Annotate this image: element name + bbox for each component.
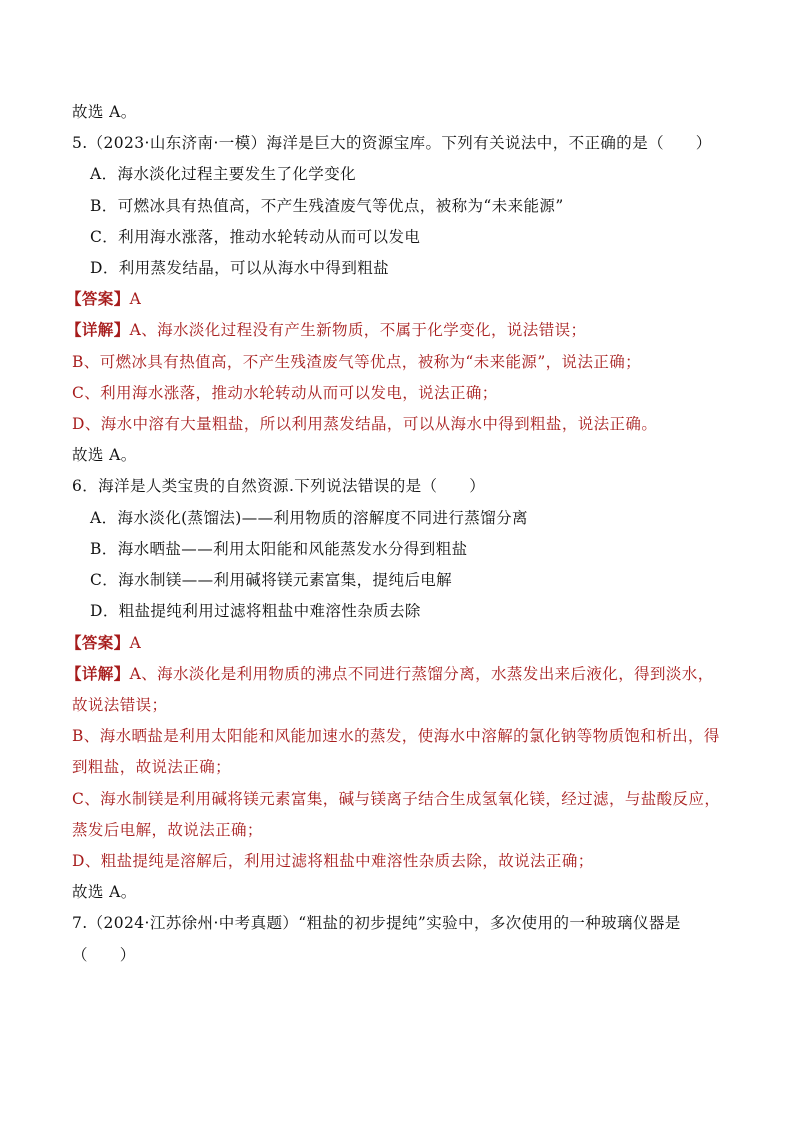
q6-detail-line: B、海水晒盐是利用太阳能和风能加速水的蒸发，使海水中溶解的氯化钠等物质饱和析出，得: [72, 727, 720, 745]
q5-detail-line: C、利用海水涨落，推动水轮转动从而可以发电，说法正确；: [72, 384, 498, 402]
q6-detail-first: [66, 663, 714, 685]
question-6-stem: 6．海洋是人类宝贵的自然资源.下列说法错误的是（ ）: [72, 477, 486, 495]
question-7-stem: 7.（2024·江苏徐州·中考真题）“粗盐的初步提纯”实验中，多次使用的一种玻璃仪器是: [72, 914, 681, 932]
q6-detail-line: 到粗盐，故说法正确；: [72, 758, 232, 776]
detail-text: A、海水淡化是利用物质的沸点不同进行蒸馏分离，水蒸发出来后液化，得到淡水，: [129, 665, 714, 683]
detail-text: A、海水淡化过程没有产生新物质，不属于化学变化，说法错误；: [129, 321, 587, 339]
answer-value: A: [129, 290, 142, 308]
q5-option-b: B．可燃冰具有热值高，不产生残渣废气等优点，被称为“未来能源”: [90, 197, 564, 215]
q6-detail-line: 蒸发后电解，故说法正确；: [72, 821, 263, 839]
q6-option-b: B．海水晒盐——利用太阳能和风能蒸发水分得到粗盐: [90, 540, 468, 558]
q6-answer: [66, 632, 142, 654]
q5-answer: [66, 288, 142, 310]
q6-detail-line: C、海水制镁是利用碱将镁元素富集，碱与镁离子结合生成氢氧化镁，经过滤，与盐酸反应，: [72, 790, 721, 808]
q5-option-d: D．利用蒸发结晶，可以从海水中得到粗盐: [90, 259, 390, 277]
q5-option-c: C．利用海水涨落，推动水轮转动从而可以发电: [90, 228, 421, 246]
question-5-stem: 5.（2023·山东济南·一模）海洋是巨大的资源宝库。下列有关说法中，不正确的是（ ）: [72, 134, 712, 152]
answer-value: A: [129, 634, 142, 652]
detail-tag: 【详解】: [66, 664, 130, 683]
q6-detail-line: 故说法错误；: [72, 696, 168, 714]
q6-option-d: D．粗盐提纯利用过滤将粗盐中难溶性杂质去除: [90, 602, 421, 620]
q5-option-a: A．海水淡化过程主要发生了化学变化: [90, 165, 356, 183]
q5-detail-line: D、海水中溶有大量粗盐，所以利用蒸发结晶，可以从海水中得到粗盐，说法正确。: [72, 415, 658, 433]
q6-detail-line: D、粗盐提纯是溶解后，利用过滤将粗盐中难溶性杂质去除，故说法正确；: [72, 852, 594, 870]
previous-conclusion: 故选 A。: [72, 103, 137, 121]
answer-tag: 【答案】: [66, 289, 130, 308]
answer-tag: 【答案】: [66, 633, 130, 652]
question-7-stem-continuation: （ ）: [72, 946, 136, 964]
q6-option-a: A．海水淡化(蒸馏法)——利用物质的溶解度不同进行蒸馏分离: [90, 509, 528, 527]
q5-conclusion: 故选 A。: [72, 446, 137, 464]
q6-option-c: C．海水制镁——利用碱将镁元素富集，提纯后电解: [90, 571, 453, 589]
detail-tag: 【详解】: [66, 320, 130, 339]
q5-detail-line: B、可燃冰具有热值高，不产生残渣废气等优点，被称为“未来能源”，说法正确；: [72, 353, 642, 371]
q6-conclusion: 故选 A。: [72, 883, 137, 901]
q5-detail-first: [66, 319, 587, 341]
